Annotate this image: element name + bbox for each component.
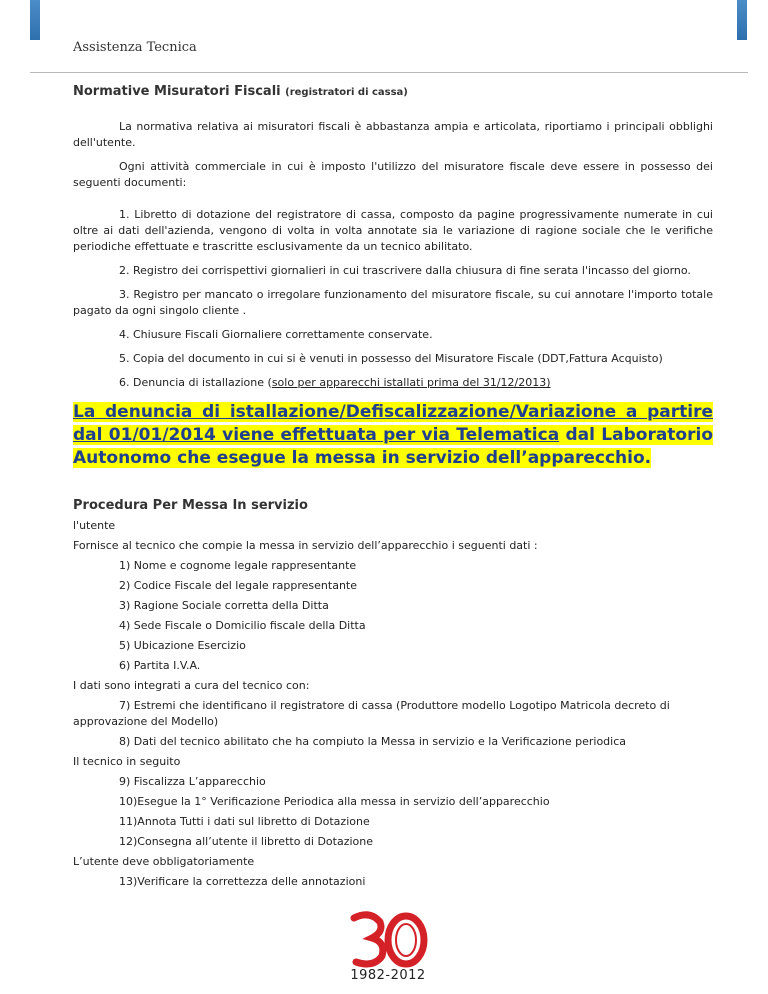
procedure-item-13: 13)Verificare la correttezza delle annotazioni (119, 875, 366, 888)
procedure-item: 10)Esegue la 1° Verificazione Periodica alla messa in servizio dell’apparecchio (119, 795, 550, 808)
anniversary-years: 1982-2012 (350, 968, 426, 983)
procedure-item: 5) Ubicazione Esercizio (119, 639, 246, 652)
procedure-item-7: 7) Estremi che identificano il registratore di cassa (Produttore modello Logotipo Matricola decreto di approvazione del Modello) (73, 699, 670, 728)
doc-item-6 (73, 375, 713, 391)
doc-item-3: 3. Registro per mancato o irregolare funzionamento del misuratore fiscale, su cui annotare l'importo totale pagato da ogni singolo cliente . (73, 288, 713, 317)
header-accent-bar-right (737, 0, 747, 40)
doc-item-1: 1. Libretto di dotazione del registratore di cassa, composto da pagine progressivamente numerate in cui oltre ai dati dell'azienda, vengono di volta in volta annotate sia le variazione di ragione sociale che le verifiche periodiche effettuate e trascritte esclusivamente da un tecnico abilitato. (73, 208, 713, 253)
procedure-item: 6) Partita I.V.A. (119, 659, 201, 672)
procedure-user-label: l'utente (73, 519, 116, 532)
document-title (73, 84, 713, 101)
procedure-intro: Fornisce al tecnico che compie la messa in servizio dell’apparecchio i seguenti dati : (73, 539, 538, 552)
telematic-notice-main: La denuncia di istallazione/Defiscalizzazione/Variazione a partire dal 01/01/2014 viene effettuata per via Telematica (73, 402, 713, 445)
procedure-item: 11)Annota Tutti i dati sul libretto di Dotazione (119, 815, 370, 828)
procedure-item: 9) Fiscalizza L’apparecchio (119, 775, 266, 788)
document-body (73, 84, 713, 894)
doc-item-6-note: solo per apparecchi istallati prima del 31/12/2013) (271, 376, 551, 389)
page-header: Assistenza Tecnica (73, 40, 197, 55)
procedure-item: 2) Codice Fiscale del legale rappresentante (119, 579, 357, 592)
title-subtitle: (registratori di cassa) (285, 87, 408, 98)
procedure-must-label: L’utente deve obbligatoriamente (73, 855, 255, 868)
doc-item-4: 4. Chiusure Fiscali Giornaliere correttamente conservate. (119, 328, 433, 341)
procedure-item: 4) Sede Fiscale o Domicilio fiscale della Ditta (119, 619, 366, 632)
procedure-title: Procedura Per Messa In servizio (73, 498, 308, 513)
anniversary-logo (340, 908, 436, 988)
intro-paragraph-1: La normativa relativa ai misuratori fiscali è abbastanza ampia e articolata, riportiamo i principali obblighi dell'utente. (73, 120, 713, 149)
anniversary-logo-graphic (340, 908, 436, 970)
procedure-item: 3) Ragione Sociale corretta della Ditta (119, 599, 329, 612)
doc-item-6-text: 6. Denuncia di istallazione ( (119, 376, 272, 389)
header-accent-bar-left (30, 0, 40, 40)
intro-paragraph-2: Ogni attività commerciale in cui è imposto l'utilizzo del misuratore fiscale deve essere in possesso dei seguenti documenti: (73, 160, 713, 189)
header-divider (30, 72, 748, 73)
telematic-notice-rest: dal Laboratorio Autonomo che esegue la messa in servizio dell’apparecchio. (73, 425, 713, 468)
doc-item-2: 2. Registro dei corrispettivi giornalieri in cui trascrivere dalla chiusura di fine serata l'incasso del giorno. (119, 264, 691, 277)
procedure-integrated-label: I dati sono integrati a cura del tecnico con: (73, 679, 310, 692)
title-main-text: Normative Misuratori Fiscali (73, 84, 281, 99)
procedure-item-8: 8) Dati del tecnico abilitato che ha compiuto la Messa in servizio e la Verificazione periodica (119, 735, 627, 748)
doc-item-5: 5. Copia del documento in cui si è venuti in possesso del Misuratore Fiscale (DDT,Fattura Acquisto) (119, 352, 663, 365)
procedure-after-label: Il tecnico in seguito (73, 755, 181, 768)
telematic-notice (73, 401, 713, 470)
procedure-item: 1) Nome e cognome legale rappresentante (119, 559, 357, 572)
procedure-item: 12)Consegna all’utente il libretto di Dotazione (119, 835, 374, 848)
